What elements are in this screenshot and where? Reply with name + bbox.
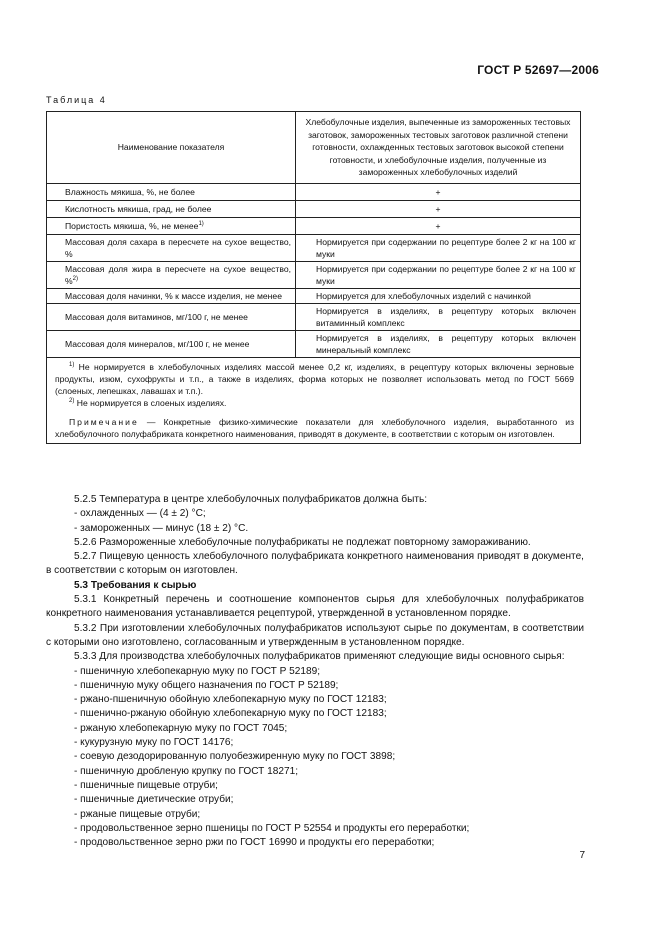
list-item: - ржано-пшеничную обойную хлебопекарную муку по ГОСТ 12183; <box>74 694 387 706</box>
table-header-row <box>47 112 581 184</box>
table-row <box>47 200 581 217</box>
row-indicator-value: Нормируется при содержании по рецептуре более 2 кг на 100 кг муки <box>296 261 581 288</box>
list-item: - пшеничные диетические отруби; <box>74 794 234 806</box>
list-item: - ржаную хлебопекарную муку по ГОСТ 7045; <box>74 722 288 734</box>
table-4 <box>46 111 581 444</box>
body-text <box>46 493 584 850</box>
row-indicator-name: Массовая доля минералов, мг/100 г, не менее <box>47 330 296 357</box>
list-item: - пшеничные пищевые отруби; <box>74 779 218 791</box>
footnote-2-mark: 2) <box>69 397 75 404</box>
clause-5-3-2: 5.3.2 При изготовлении хлебобулочных полуфабрикатов используют сырье по документам, в соответствии с которыми оно изготовлено, согласованным и утвержденным в установленном порядке. <box>46 622 584 648</box>
list-item: - пшеничную муку общего назначения по ГОСТ Р 52189; <box>74 679 339 691</box>
table-row <box>47 261 581 288</box>
row-indicator-value: + <box>296 217 581 234</box>
row-indicator-name: Массовая доля сахара в пересчете на сухое вещество, % <box>47 234 296 261</box>
table-row <box>47 183 581 200</box>
document-code-header: ГОСТ Р 52697—2006 <box>477 63 599 77</box>
row-indicator-name-text: Пористость мякиша, %, не менее <box>65 220 199 231</box>
row-indicator-name: Кислотность мякиша, град, не более <box>47 200 296 217</box>
footnote-ref: 1) <box>198 220 204 227</box>
footnote-2 <box>55 397 574 409</box>
page-number: 7 <box>579 850 585 861</box>
row-indicator-name <box>47 217 296 234</box>
row-indicator-name: Массовая доля витаминов, мг/100 г, не менее <box>47 303 296 330</box>
clause-5-2-5: 5.2.5 Температура в центре хлебобулочных полуфабрикатов должна быть: <box>74 494 428 505</box>
table-header-products: Хлебобулочные изделия, выпеченные из замороженных тестовых заготовок, замороженных тестовых заготовок различной степени готовности, охлажденных тестовых заготовок высокой степени готовности, и хлебобулочные изделия, полученные из замороженных хлебобулочных изделий <box>296 112 581 184</box>
clause-5-2-7: 5.2.7 Пищевую ценность хлебобулочного полуфабриката конкретного наименования приводят в документе, в соответствии с которым он изготовлен. <box>46 551 584 577</box>
row-indicator-value: Нормируется при содержании по рецептуре более 2 кг на 100 кг муки <box>296 234 581 261</box>
row-indicator-name <box>47 261 296 288</box>
footnote-1-mark: 1) <box>69 361 75 368</box>
table-note <box>55 416 574 440</box>
table-row <box>47 234 581 261</box>
list-item: - замороженных — минус (18 ± 2) °С. <box>74 522 249 534</box>
footnote-1-text: Не нормируется в хлебобулочных изделиях массой менее 0,2 кг, изделиях, в рецептуру которых включены зерновые продукты, изюм, сухофрукты и т.п., а также в изделиях, форма которых не позволяет использовать метод по ГОСТ 5669 (слоеных, лепешках, лавашах и т.п.). <box>55 361 574 396</box>
footnote-ref: 2) <box>72 275 78 282</box>
row-indicator-value: + <box>296 200 581 217</box>
list-item: - пшеничную дробленую крупку по ГОСТ 18271; <box>74 765 298 777</box>
list-item: - охлажденных — (4 ± 2) °С; <box>74 508 206 520</box>
section-5-3-heading: 5.3 Требования к сырью <box>74 579 197 591</box>
table-footnotes <box>47 357 581 443</box>
table-caption: Таблица 4 <box>46 95 107 105</box>
table-row <box>47 303 581 330</box>
list-item: - соевую дезодорированную полуобезжиренную муку по ГОСТ 3898; <box>74 751 396 763</box>
row-indicator-value: Нормируется в изделиях, в рецептуру которых включен минеральный комплекс <box>296 330 581 357</box>
note-label: Примечание <box>69 416 139 427</box>
footnote-1 <box>55 361 574 397</box>
row-indicator-name-text: Массовая доля жира в пересчете на сухое вещество, % <box>65 263 291 286</box>
list-item: - ржаные пищевые отруби; <box>74 808 201 820</box>
table-header-indicator: Наименование показателя <box>47 112 296 184</box>
clause-5-3-1: 5.3.1 Конкретный перечень и соотношение компонентов сырья для хлебобулочных полуфабрикатов конкретного наименования устанавливается рецептурой, утвержденной в установленном порядке. <box>46 594 584 620</box>
row-indicator-value: Нормируется для хлебобулочных изделий с начинкой <box>296 288 581 303</box>
table-footnotes-row <box>47 357 581 443</box>
list-item: - пшеничную хлебопекарную муку по ГОСТ Р 52189; <box>74 665 321 677</box>
list-item: - продовольственное зерно пшеницы по ГОСТ Р 52554 и продукты его переработки; <box>74 822 470 834</box>
row-indicator-name: Влажность мякиша, %, не более <box>47 183 296 200</box>
clause-5-2-6: 5.2.6 Размороженные хлебобулочные полуфабрикаты не подлежат повторному замораживанию. <box>74 536 531 548</box>
footnote-2-text: Не нормируется в слоеных изделиях. <box>76 397 227 408</box>
row-indicator-value: + <box>296 183 581 200</box>
table-row <box>47 217 581 234</box>
list-item: - кукурузную муку по ГОСТ 14176; <box>74 737 234 749</box>
table-row <box>47 288 581 303</box>
note-text: — Конкретные физико-химические показатели для хлебобулочного изделия, выработанного из хлебобулочного полуфабриката конкретного наименования, приводят в документе, в соответствии с которым он изготовлен. <box>55 416 575 439</box>
list-item: - пшенично-ржаную обойную хлебопекарную муку по ГОСТ 12183; <box>74 708 387 720</box>
row-indicator-name: Массовая доля начинки, % к массе изделия, не менее <box>47 288 296 303</box>
clause-5-3-3: 5.3.3 Для производства хлебобулочных полуфабрикатов применяют следующие виды основного сырья: <box>74 651 565 663</box>
row-indicator-value: Нормируется в изделиях, в рецептуру которых включен витаминный комплекс <box>296 303 581 330</box>
table-row <box>47 330 581 357</box>
list-item: - продовольственное зерно ржи по ГОСТ 16990 и продукты его переработки; <box>74 837 435 849</box>
